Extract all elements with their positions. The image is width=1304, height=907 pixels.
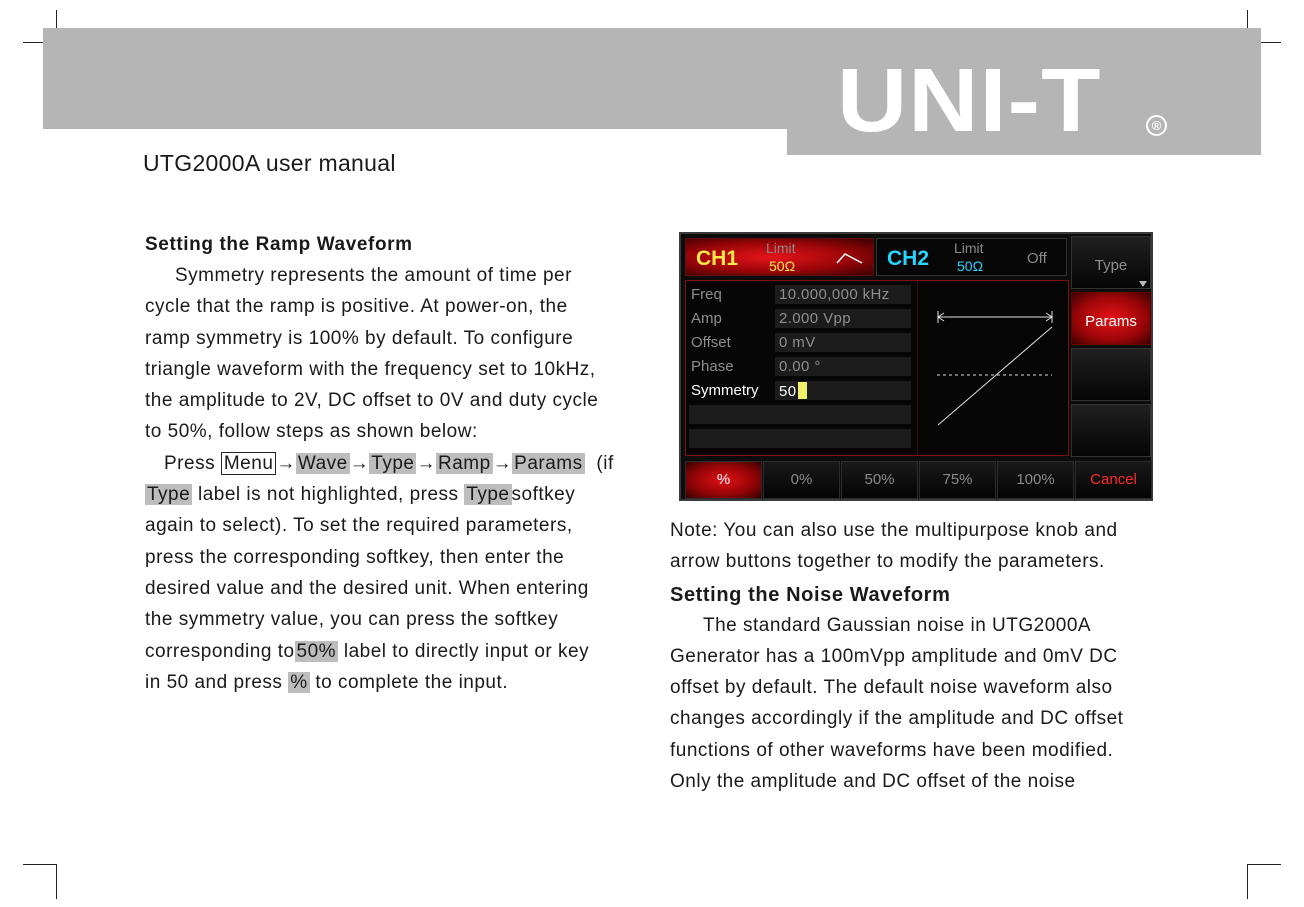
param-value: 2.000 Vpp <box>779 310 851 327</box>
softkey-params[interactable] <box>1071 292 1151 345</box>
text-span: to complete the input. <box>315 671 509 693</box>
text-cursor <box>798 382 807 399</box>
paragraph-line: press the corresponding softkey, then enter the <box>145 546 565 568</box>
paragraph-line: again to select). To set the required parameters, <box>145 515 573 537</box>
params-key: Params <box>514 452 583 474</box>
crop-mark <box>1247 864 1248 899</box>
parameter-panel <box>685 280 1069 456</box>
unit-key-percent[interactable]: % <box>685 461 762 499</box>
paragraph-line: the symmetry value, you can press the softkey <box>145 609 559 631</box>
type-key: Type <box>147 484 191 506</box>
paragraph-line: desired value and the desired unit. When entering <box>145 577 589 599</box>
if-word: (if <box>596 452 614 474</box>
ch1-limit: Limit <box>766 240 796 256</box>
type-key: Type <box>371 452 415 474</box>
waveform-divider <box>917 281 918 455</box>
softkey-blank[interactable] <box>1071 348 1151 401</box>
ch2-impedance: 50Ω <box>957 258 984 274</box>
type-key: Type <box>466 484 510 506</box>
key-sequence-line <box>145 448 640 479</box>
paragraph-line: Only the amplitude and DC offset of the noise <box>670 771 1076 793</box>
param-row-offset[interactable] <box>689 333 914 352</box>
unit-key-100-percent[interactable]: 100% <box>997 461 1074 499</box>
press-word: Press <box>164 452 216 474</box>
softkey-label: Params <box>1085 313 1137 330</box>
param-label: Phase <box>691 358 734 375</box>
param-value: 10.000,000 kHz <box>779 286 890 303</box>
paragraph-line: Generator has a 100mVpp amplitude and 0mV DC <box>670 645 1118 667</box>
ch1-name: CH1 <box>696 247 739 270</box>
paragraph-line: functions of other waveforms have been modified. <box>670 739 1114 761</box>
paragraph-line: ramp symmetry is 100% by default. To configure <box>145 327 574 349</box>
menu-key: Menu <box>221 452 277 475</box>
unit-key-bar <box>685 461 1151 499</box>
softkey-label <box>1072 405 1150 425</box>
param-row-freq[interactable] <box>689 285 914 304</box>
ramp-heading: Setting the Ramp Waveform <box>145 234 413 255</box>
crop-mark <box>23 864 56 865</box>
softkey-label: Type <box>1094 257 1128 274</box>
unit-key-75-percent[interactable]: 75% <box>919 461 996 499</box>
softkey-label <box>1072 349 1150 369</box>
unit-key-50-percent[interactable]: 50% <box>841 461 918 499</box>
symmetry-diagram <box>932 303 1056 433</box>
paragraph-line <box>145 667 640 698</box>
type-line <box>145 479 640 510</box>
param-row-phase[interactable] <box>689 357 914 376</box>
param-label: Offset <box>691 334 731 351</box>
text-span: label is not highlighted, press <box>197 484 459 506</box>
paragraph-line <box>145 636 640 667</box>
unit-key-0-percent[interactable]: 0% <box>763 461 840 499</box>
param-value: 0 mV <box>779 334 816 351</box>
param-row-symmetry[interactable] <box>689 381 914 400</box>
paragraph-line: offset by default. The default noise waveform also <box>670 677 1113 699</box>
param-label: Amp <box>691 310 722 327</box>
param-row-empty <box>689 405 911 424</box>
param-label: Freq <box>691 286 722 303</box>
param-label: Symmetry <box>691 382 759 399</box>
instrument-screen <box>679 232 1153 501</box>
manual-title: UTG2000A user manual <box>143 150 396 176</box>
ch2-limit: Limit <box>954 240 984 256</box>
wave-key: Wave <box>297 452 348 474</box>
ch1-tab[interactable] <box>685 238 874 276</box>
param-value: 0.00 ° <box>779 358 821 375</box>
registered-mark: ® <box>1146 115 1167 136</box>
softkey-type[interactable] <box>1071 236 1151 289</box>
ch2-name: CH2 <box>887 247 930 270</box>
paragraph-line: the amplitude to 2V, DC offset to 0V and duty cycle <box>145 390 599 412</box>
paragraph-line: Symmetry represents the amount of time per <box>175 265 572 286</box>
arrow-icon: → <box>349 452 370 474</box>
crop-mark <box>56 864 57 899</box>
noise-heading: Setting the Noise Waveform <box>670 583 951 606</box>
brand-logo <box>837 51 1167 151</box>
text-span: softkey <box>511 484 576 506</box>
text-span: corresponding to <box>145 640 295 662</box>
arrow-icon: → <box>416 452 436 474</box>
fifty-percent-key: 50% <box>296 640 337 662</box>
noise-section <box>670 515 1170 797</box>
arrow-icon: → <box>492 452 513 474</box>
paragraph-line: to 50%, follow steps as shown below: <box>145 421 478 443</box>
param-value-field <box>779 382 807 400</box>
paragraph-line: The standard Gaussian noise in UTG2000A <box>703 614 1092 636</box>
ramp-key: Ramp <box>437 452 491 474</box>
ramp-section <box>145 232 640 698</box>
cancel-button[interactable]: Cancel <box>1075 461 1152 499</box>
note-line: arrow buttons together to modify the parameters. <box>670 551 1105 573</box>
ch2-state: Off <box>1027 250 1047 267</box>
arrow-icon: → <box>276 452 296 474</box>
dropdown-arrow-icon <box>1139 281 1147 287</box>
ch1-impedance: 50Ω <box>769 258 796 274</box>
crop-mark <box>1248 864 1281 865</box>
percent-key: % <box>290 671 308 693</box>
text-span: label to directly input or key <box>343 640 590 662</box>
text-span: in 50 and press <box>145 671 283 693</box>
note-line: Note: You can also use the multipurpose knob and <box>670 520 1118 541</box>
paragraph-line: triangle waveform with the frequency set to 10kHz, <box>145 358 596 380</box>
param-row-empty <box>689 429 911 448</box>
paragraph-line: changes accordingly if the amplitude and DC offset <box>670 708 1124 730</box>
ramp-wave-icon <box>836 251 864 265</box>
param-value: 50 <box>779 383 797 400</box>
ch2-tab[interactable] <box>876 238 1067 276</box>
param-row-amp[interactable] <box>689 309 914 328</box>
paragraph-line: cycle that the ramp is positive. At power-on, the <box>145 296 568 318</box>
softkey-blank[interactable] <box>1071 404 1151 457</box>
logo-text: UNI-T <box>837 51 1102 151</box>
